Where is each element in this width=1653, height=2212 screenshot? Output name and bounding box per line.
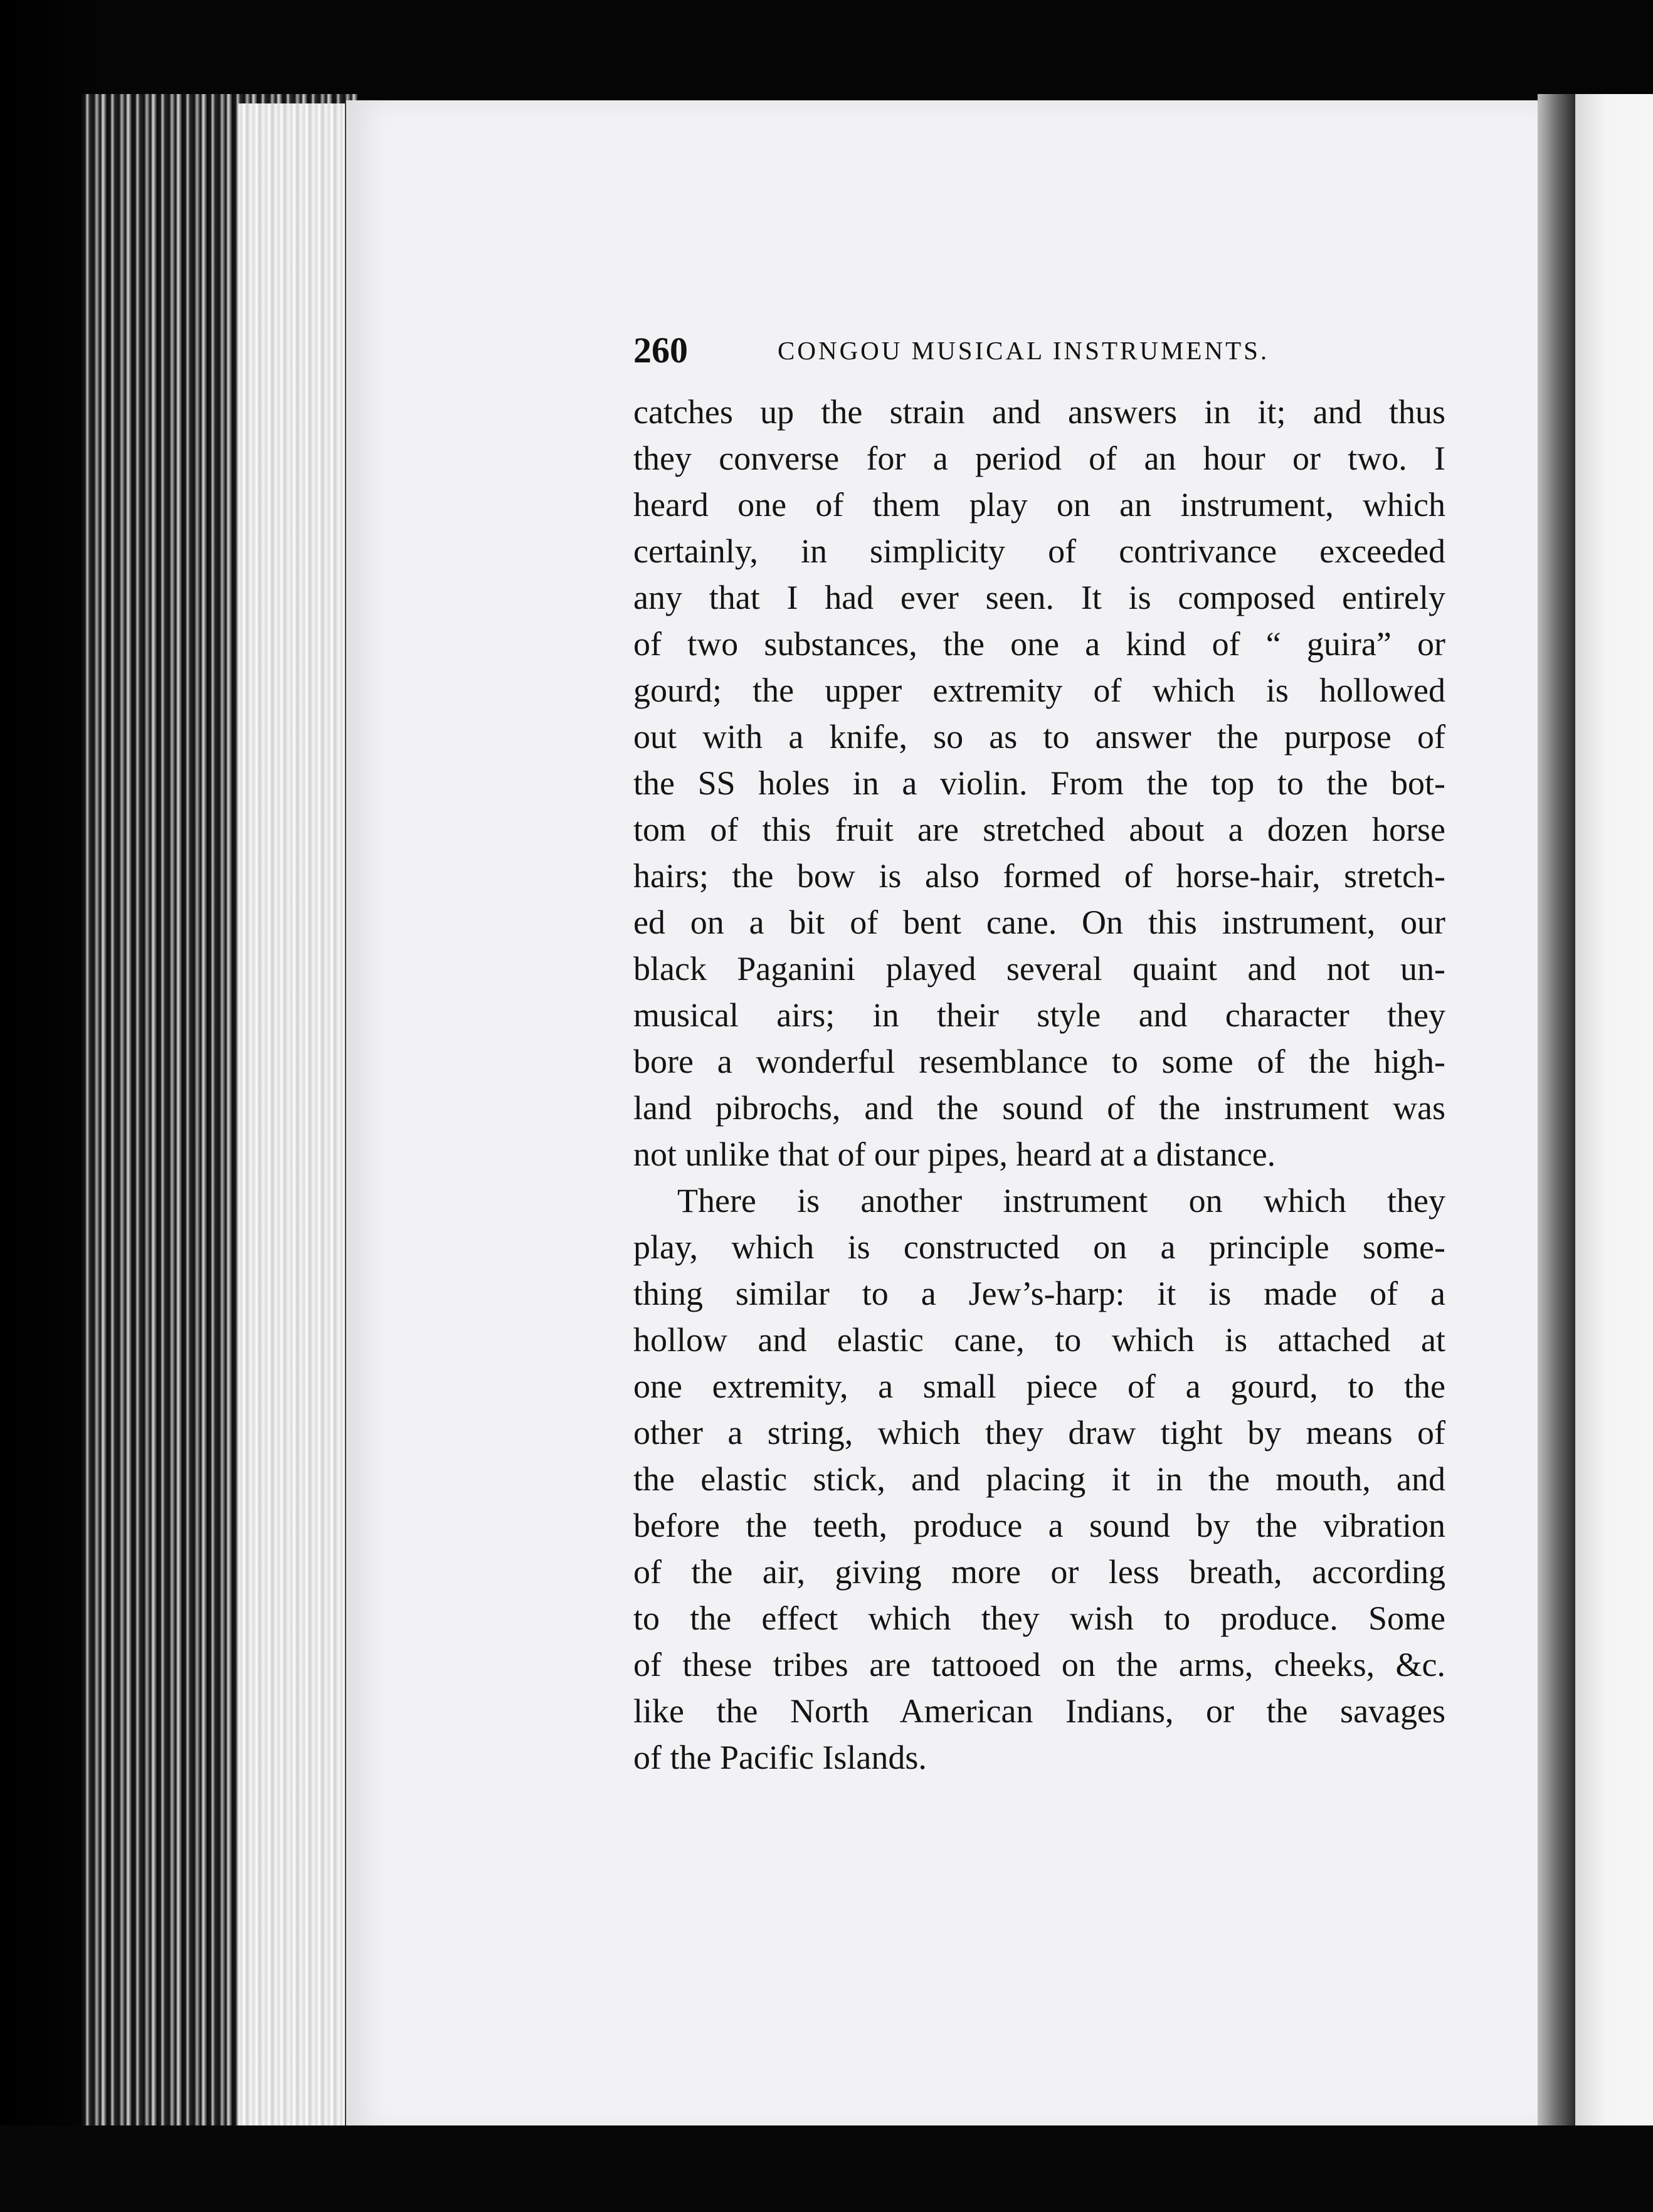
page-number: 260 xyxy=(633,330,688,371)
text-line: any that I had ever seen. It is composed entirely xyxy=(633,579,1445,616)
text-line: thing similar to a Jew’s-harp: it is made of a xyxy=(633,1275,1445,1312)
text-line: play, which is constructed on a principle some- xyxy=(633,1228,1445,1266)
text-line: before the teeth, produce a sound by the vibration xyxy=(633,1507,1445,1544)
text-line: of the air, giving more or less breath, according xyxy=(633,1553,1445,1591)
text-line: bore a wonderful resemblance to some of the high- xyxy=(633,1043,1445,1080)
text-line: they converse for a period of an hour or two. I xyxy=(633,440,1445,477)
text-line: There is another instrument on which they xyxy=(677,1182,1445,1219)
running-head xyxy=(633,329,1298,379)
page-edges xyxy=(238,103,345,2129)
text-line: heard one of them play on an instrument, which xyxy=(633,486,1445,524)
text-line: tom of this fruit are stretched about a dozen horse xyxy=(633,811,1445,848)
text-line: out with a knife, so as to answer the purpose of xyxy=(633,718,1445,756)
text-line: like the North American Indians, or the savages xyxy=(633,1692,1445,1730)
text-line: of these tribes are tattooed on the arms, cheeks, &c. xyxy=(633,1646,1445,1683)
text-line: the elastic stick, and placing it in the mouth, and xyxy=(633,1460,1445,1498)
text-line: of the Pacific Islands. xyxy=(633,1739,927,1776)
bottom-shadow xyxy=(0,2125,1653,2212)
text-line: hairs; the bow is also formed of horse-hair, stretch- xyxy=(633,857,1445,895)
text-line: musical airs; in their style and character they xyxy=(633,996,1445,1034)
text-line: certainly, in simplicity of contrivance exceeded xyxy=(633,532,1445,570)
text-line: not unlike that of our pipes, heard at a distance. xyxy=(633,1135,1276,1173)
running-title: CONGOU MUSICAL INSTRUMENTS. xyxy=(778,336,1270,365)
paragraph-2 xyxy=(633,1177,1445,1781)
text-line: to the effect which they wish to produce. Some xyxy=(633,1599,1445,1637)
text-line: hollow and elastic cane, to which is attached at xyxy=(633,1321,1445,1359)
facing-page-edge xyxy=(1575,94,1653,2125)
text-line: the SS holes in a violin. From the top to the bot- xyxy=(633,764,1445,802)
body-text xyxy=(633,389,1445,1781)
page-gutter xyxy=(1538,94,1575,2125)
text-line: one extremity, a small piece of a gourd, to the xyxy=(633,1367,1445,1405)
text-line: ed on a bit of bent cane. On this instrument, our xyxy=(633,903,1445,941)
text-line: catches up the strain and answers in it; and thus xyxy=(633,393,1445,431)
paragraph-1 xyxy=(633,389,1445,1177)
text-line: gourd; the upper extremity of which is hollowed xyxy=(633,672,1445,709)
text-line: of two substances, the one a kind of “ guira” or xyxy=(633,625,1445,663)
text-line: other a string, which they draw tight by means of xyxy=(633,1414,1445,1451)
text-line: black Paganini played several quaint and not un- xyxy=(633,950,1445,988)
text-line: land pibrochs, and the sound of the instrument was xyxy=(633,1089,1445,1127)
